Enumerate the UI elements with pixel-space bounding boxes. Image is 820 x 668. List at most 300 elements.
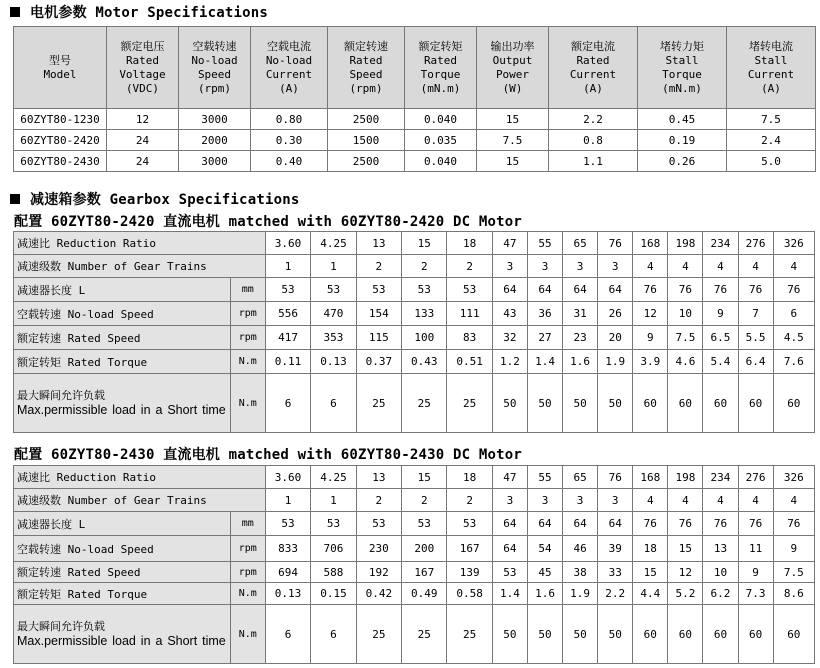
header-line: Current <box>569 67 617 81</box>
value-cell: 64 <box>492 536 527 562</box>
row-label-en: Max.permissible load in a Short time <box>17 634 226 648</box>
value-cell: 139 <box>447 562 492 583</box>
header-line: (rpm) <box>349 81 383 95</box>
value-cell: 3 <box>563 489 598 512</box>
value-cell: 326 <box>773 232 814 255</box>
value-cell: 45 <box>527 562 562 583</box>
value-cell: 4 <box>668 255 703 278</box>
value-cell: 200 <box>402 536 447 562</box>
value-cell: 4.6 <box>668 350 703 374</box>
header-line: Speed <box>197 67 232 81</box>
header-line: Model <box>43 67 77 81</box>
value-cell: 54 <box>527 536 562 562</box>
value-cell: 50 <box>563 374 598 433</box>
value-cell: 7.5 <box>773 562 814 583</box>
value-cell: 833 <box>265 536 310 562</box>
value-cell: 9 <box>633 326 668 350</box>
value-cell: 326 <box>773 466 814 489</box>
gearbox-row <box>14 605 815 664</box>
row-label <box>14 302 231 326</box>
value-cell: 2.4 <box>727 130 816 151</box>
motor-row <box>14 109 816 130</box>
value-cell: 0.15 <box>311 583 356 605</box>
value-cell: 7.5 <box>477 130 549 151</box>
header-line: Speed <box>349 67 383 81</box>
value-cell: 198 <box>668 232 703 255</box>
value-cell: 15 <box>477 151 549 172</box>
value-cell: 0.43 <box>402 350 447 374</box>
value-cell: 53 <box>492 562 527 583</box>
value-cell: 0.040 <box>405 109 477 130</box>
row-label-text: 减速级数 Number of Gear Trains <box>17 260 207 273</box>
value-cell: 2 <box>356 255 401 278</box>
value-cell: 168 <box>633 232 668 255</box>
value-cell: 25 <box>447 605 492 664</box>
value-cell: 2 <box>402 255 447 278</box>
unit-cell: N.m <box>230 350 265 374</box>
row-label-text: 减速器长度 L <box>17 517 86 531</box>
header-line: Stall <box>665 53 699 67</box>
gearbox-row <box>14 326 815 350</box>
header-line: 空载转速 <box>192 39 237 53</box>
value-cell: 2 <box>447 255 492 278</box>
value-cell: 6.2 <box>703 583 738 605</box>
value-cell: 234 <box>703 466 738 489</box>
motor-header-cell <box>328 27 405 109</box>
row-label-text: 额定转速 Rated Speed <box>17 566 141 579</box>
header-line: Torque <box>662 67 702 81</box>
value-cell: 76 <box>668 512 703 536</box>
value-cell: 9 <box>738 562 773 583</box>
gearbox-row <box>14 583 815 605</box>
value-cell: 2000 <box>179 130 251 151</box>
motor-header-cell <box>549 27 638 109</box>
unit-cell: rpm <box>230 562 265 583</box>
value-cell: 0.30 <box>251 130 328 151</box>
gearbox-spec-header <box>10 189 299 209</box>
value-cell: 4.25 <box>311 466 356 489</box>
value-cell: 15 <box>402 232 447 255</box>
value-cell: 60 <box>633 374 668 433</box>
value-cell: 64 <box>492 278 527 302</box>
value-cell: 7.5 <box>727 109 816 130</box>
unit-cell: mm <box>230 512 265 536</box>
value-cell: 1.4 <box>492 583 527 605</box>
header-line: 额定电流 <box>571 39 615 53</box>
value-cell: 10 <box>703 562 738 583</box>
value-cell: 7.5 <box>668 326 703 350</box>
value-cell: 1.2 <box>492 350 527 374</box>
value-cell: 50 <box>563 605 598 664</box>
square-bullet-icon <box>10 7 20 17</box>
value-cell: 18 <box>633 536 668 562</box>
value-cell: 154 <box>356 302 401 326</box>
value-cell: 6 <box>311 374 356 433</box>
value-cell: 53 <box>447 278 492 302</box>
header-line: 型号 <box>49 53 71 67</box>
value-cell: 230 <box>356 536 401 562</box>
value-cell: 192 <box>356 562 401 583</box>
gearbox-table-2430 <box>13 465 815 664</box>
value-cell: 4 <box>738 489 773 512</box>
unit-cell: N.m <box>230 583 265 605</box>
model-cell: 60ZYT80-2430 <box>14 151 107 172</box>
value-cell: 0.80 <box>251 109 328 130</box>
value-cell: 53 <box>311 512 356 536</box>
header-line: Current <box>747 67 795 81</box>
row-label-text: 减速比 Reduction Ratio <box>17 471 156 484</box>
row-label-text: 空载转速 No-load Speed <box>17 542 154 556</box>
unit-cell: N.m <box>230 374 265 433</box>
value-cell: 3 <box>598 489 633 512</box>
value-cell: 9 <box>773 536 814 562</box>
value-cell: 65 <box>563 466 598 489</box>
header-line: Output <box>492 53 533 67</box>
value-cell: 60 <box>668 374 703 433</box>
value-cell: 353 <box>311 326 356 350</box>
value-cell: 115 <box>356 326 401 350</box>
value-cell: 2 <box>402 489 447 512</box>
value-cell: 3.60 <box>265 466 310 489</box>
value-cell: 11 <box>738 536 773 562</box>
value-cell: 55 <box>527 466 562 489</box>
row-label <box>14 255 266 278</box>
value-cell: 76 <box>633 278 668 302</box>
header-line: (mN.m) <box>420 81 461 95</box>
model-cell: 60ZYT80-2420 <box>14 130 107 151</box>
gearbox-row <box>14 466 815 489</box>
value-cell: 53 <box>402 278 447 302</box>
value-cell: 0.58 <box>447 583 492 605</box>
value-cell: 25 <box>402 605 447 664</box>
row-label <box>14 605 231 664</box>
value-cell: 18 <box>447 466 492 489</box>
value-cell: 100 <box>402 326 447 350</box>
value-cell: 4 <box>668 489 703 512</box>
unit-cell: rpm <box>230 302 265 326</box>
value-cell: 1.9 <box>598 350 633 374</box>
gearbox-row <box>14 255 815 278</box>
header-line: (VDC) <box>125 81 160 95</box>
row-label <box>14 466 266 489</box>
motor-header-cell <box>14 27 107 109</box>
value-cell: 6 <box>311 605 356 664</box>
value-cell: 5.4 <box>703 350 738 374</box>
value-cell: 0.13 <box>265 583 310 605</box>
value-cell: 76 <box>668 278 703 302</box>
value-cell: 4 <box>633 255 668 278</box>
value-cell: 1 <box>265 255 310 278</box>
value-cell: 3 <box>563 255 598 278</box>
value-cell: 6 <box>773 302 814 326</box>
value-cell: 65 <box>563 232 598 255</box>
gearbox-row <box>14 562 815 583</box>
value-cell: 1 <box>311 255 356 278</box>
row-label-text: 减速比 Reduction Ratio <box>17 237 156 250</box>
value-cell: 13 <box>356 466 401 489</box>
value-cell: 3 <box>598 255 633 278</box>
value-cell: 12 <box>633 302 668 326</box>
value-cell: 0.45 <box>638 109 727 130</box>
value-cell: 6 <box>265 374 310 433</box>
value-cell: 1 <box>311 489 356 512</box>
value-cell: 1.4 <box>527 350 562 374</box>
value-cell: 111 <box>447 302 492 326</box>
header-line: 额定转速 <box>344 39 388 53</box>
value-cell: 50 <box>492 605 527 664</box>
value-cell: 706 <box>311 536 356 562</box>
value-cell: 43 <box>492 302 527 326</box>
row-label <box>14 512 231 536</box>
value-cell: 26 <box>598 302 633 326</box>
value-cell: 50 <box>527 605 562 664</box>
value-cell: 4.25 <box>311 232 356 255</box>
value-cell: 234 <box>703 232 738 255</box>
unit-cell: mm <box>230 278 265 302</box>
value-cell: 4 <box>773 255 814 278</box>
header-line: (W) <box>502 81 523 95</box>
value-cell: 7.6 <box>773 350 814 374</box>
value-cell: 0.49 <box>402 583 447 605</box>
header-line: No-load <box>265 53 313 67</box>
header-line: Rated <box>576 53 610 67</box>
value-cell: 25 <box>402 374 447 433</box>
value-cell: 24 <box>107 130 179 151</box>
value-cell: 168 <box>633 466 668 489</box>
motor-spec-title: 电机参数 Motor Specifications <box>30 5 269 21</box>
value-cell: 9 <box>703 302 738 326</box>
value-cell: 2.2 <box>598 583 633 605</box>
value-cell: 76 <box>738 278 773 302</box>
value-cell: 133 <box>402 302 447 326</box>
value-cell: 53 <box>311 278 356 302</box>
header-line: Rated <box>125 53 160 67</box>
value-cell: 3.9 <box>633 350 668 374</box>
value-cell: 556 <box>265 302 310 326</box>
header-line: 输出功率 <box>490 39 535 53</box>
value-cell: 64 <box>598 512 633 536</box>
value-cell: 15 <box>633 562 668 583</box>
value-cell: 0.40 <box>251 151 328 172</box>
value-cell: 24 <box>107 151 179 172</box>
value-cell: 76 <box>598 232 633 255</box>
value-cell: 3 <box>527 489 562 512</box>
value-cell: 588 <box>311 562 356 583</box>
value-cell: 60 <box>703 605 738 664</box>
motor-header-row <box>14 27 816 109</box>
motor-row <box>14 130 816 151</box>
value-cell: 76 <box>598 466 633 489</box>
value-cell: 53 <box>356 278 401 302</box>
gearbox-row <box>14 512 815 536</box>
motor-header-cell <box>405 27 477 109</box>
header-line: No-load <box>191 53 238 67</box>
header-line: Current <box>265 67 313 81</box>
unit-cell: N.m <box>230 605 265 664</box>
value-cell: 60 <box>633 605 668 664</box>
value-cell: 4.4 <box>633 583 668 605</box>
motor-spec-table <box>13 26 816 172</box>
value-cell: 4 <box>738 255 773 278</box>
value-cell: 15 <box>668 536 703 562</box>
value-cell: 46 <box>563 536 598 562</box>
header-line: 额定电压 <box>120 39 165 53</box>
value-cell: 15 <box>402 466 447 489</box>
value-cell: 0.11 <box>265 350 310 374</box>
gearbox-table-2420 <box>13 231 815 433</box>
row-label <box>14 232 266 255</box>
unit-cell: rpm <box>230 536 265 562</box>
row-label <box>14 350 231 374</box>
value-cell: 33 <box>598 562 633 583</box>
value-cell: 3 <box>492 489 527 512</box>
value-cell: 50 <box>527 374 562 433</box>
value-cell: 60 <box>738 605 773 664</box>
value-cell: 12 <box>668 562 703 583</box>
value-cell: 198 <box>668 466 703 489</box>
motor-header-cell <box>477 27 549 109</box>
gearbox-row <box>14 350 815 374</box>
value-cell: 1.9 <box>563 583 598 605</box>
value-cell: 6.5 <box>703 326 738 350</box>
value-cell: 25 <box>356 374 401 433</box>
value-cell: 60 <box>773 605 814 664</box>
value-cell: 694 <box>265 562 310 583</box>
header-line: Torque <box>420 67 461 81</box>
value-cell: 53 <box>265 278 310 302</box>
value-cell: 64 <box>563 278 598 302</box>
value-cell: 32 <box>492 326 527 350</box>
value-cell: 31 <box>563 302 598 326</box>
value-cell: 36 <box>527 302 562 326</box>
gearbox-row <box>14 489 815 512</box>
value-cell: 6.4 <box>738 350 773 374</box>
value-cell: 3000 <box>179 151 251 172</box>
gearbox-table-2-title: 配置 60ZYT80-2430 直流电机 matched with 60ZYT80-2430 DC Motor <box>14 447 523 463</box>
header-line: (A) <box>279 81 299 95</box>
row-label <box>14 374 231 433</box>
value-cell: 2500 <box>328 109 405 130</box>
value-cell: 4 <box>703 489 738 512</box>
gearbox-row <box>14 278 815 302</box>
motor-header-cell <box>179 27 251 109</box>
row-label <box>14 278 231 302</box>
row-label-cn: 最大瞬间允许负载 <box>17 389 105 402</box>
value-cell: 60 <box>773 374 814 433</box>
value-cell: 4 <box>773 489 814 512</box>
value-cell: 5.5 <box>738 326 773 350</box>
value-cell: 76 <box>738 512 773 536</box>
value-cell: 15 <box>477 109 549 130</box>
value-cell: 76 <box>773 512 814 536</box>
value-cell: 64 <box>527 512 562 536</box>
value-cell: 3000 <box>179 109 251 130</box>
value-cell: 64 <box>563 512 598 536</box>
value-cell: 167 <box>402 562 447 583</box>
header-line: Rated <box>349 53 383 67</box>
row-label <box>14 326 231 350</box>
value-cell: 25 <box>447 374 492 433</box>
value-cell: 47 <box>492 232 527 255</box>
value-cell: 20 <box>598 326 633 350</box>
gearbox-row <box>14 232 815 255</box>
value-cell: 0.37 <box>356 350 401 374</box>
value-cell: 53 <box>265 512 310 536</box>
value-cell: 53 <box>447 512 492 536</box>
value-cell: 60 <box>703 374 738 433</box>
motor-header-cell <box>727 27 816 109</box>
value-cell: 0.42 <box>356 583 401 605</box>
value-cell: 4.5 <box>773 326 814 350</box>
value-cell: 64 <box>492 512 527 536</box>
motor-header-cell <box>638 27 727 109</box>
value-cell: 4 <box>703 255 738 278</box>
row-label-cn: 最大瞬间允许负载 <box>17 620 105 633</box>
row-label-text: 额定转速 Rated Speed <box>17 331 141 345</box>
model-cell: 60ZYT80-1230 <box>14 109 107 130</box>
value-cell: 3.60 <box>265 232 310 255</box>
gearbox-row <box>14 536 815 562</box>
motor-row <box>14 151 816 172</box>
row-label-text: 减速器长度 L <box>17 283 86 297</box>
header-line: Power <box>495 67 530 81</box>
header-line: Stall <box>754 53 788 67</box>
value-cell: 3 <box>527 255 562 278</box>
value-cell: 2 <box>356 489 401 512</box>
value-cell: 50 <box>598 374 633 433</box>
value-cell: 1500 <box>328 130 405 151</box>
row-label <box>14 489 266 512</box>
value-cell: 7 <box>738 302 773 326</box>
header-line: 堵转力矩 <box>660 39 704 53</box>
value-cell: 7.3 <box>738 583 773 605</box>
value-cell: 0.26 <box>638 151 727 172</box>
value-cell: 18 <box>447 232 492 255</box>
header-line: (A) <box>583 81 603 95</box>
gearbox-row <box>14 302 815 326</box>
value-cell: 50 <box>492 374 527 433</box>
value-cell: 83 <box>447 326 492 350</box>
header-line: (rpm) <box>197 81 232 95</box>
motor-header-cell <box>251 27 328 109</box>
value-cell: 64 <box>527 278 562 302</box>
value-cell: 3 <box>492 255 527 278</box>
value-cell: 1 <box>265 489 310 512</box>
row-label <box>14 562 231 583</box>
value-cell: 276 <box>738 466 773 489</box>
value-cell: 25 <box>356 605 401 664</box>
row-label <box>14 583 231 605</box>
value-cell: 167 <box>447 536 492 562</box>
value-cell: 2.2 <box>549 109 638 130</box>
value-cell: 76 <box>703 278 738 302</box>
header-line: Rated <box>423 53 458 67</box>
header-line: Voltage <box>119 67 166 81</box>
value-cell: 53 <box>402 512 447 536</box>
value-cell: 47 <box>492 466 527 489</box>
square-bullet-icon <box>10 194 20 204</box>
value-cell: 39 <box>598 536 633 562</box>
header-line: (A) <box>761 81 781 95</box>
row-label-text: 额定转矩 Rated Torque <box>17 355 148 369</box>
value-cell: 27 <box>527 326 562 350</box>
header-line: (mN.m) <box>662 81 702 95</box>
value-cell: 0.51 <box>447 350 492 374</box>
unit-cell: rpm <box>230 326 265 350</box>
value-cell: 276 <box>738 232 773 255</box>
row-label-text: 减速级数 Number of Gear Trains <box>17 494 207 507</box>
row-label <box>14 536 231 562</box>
